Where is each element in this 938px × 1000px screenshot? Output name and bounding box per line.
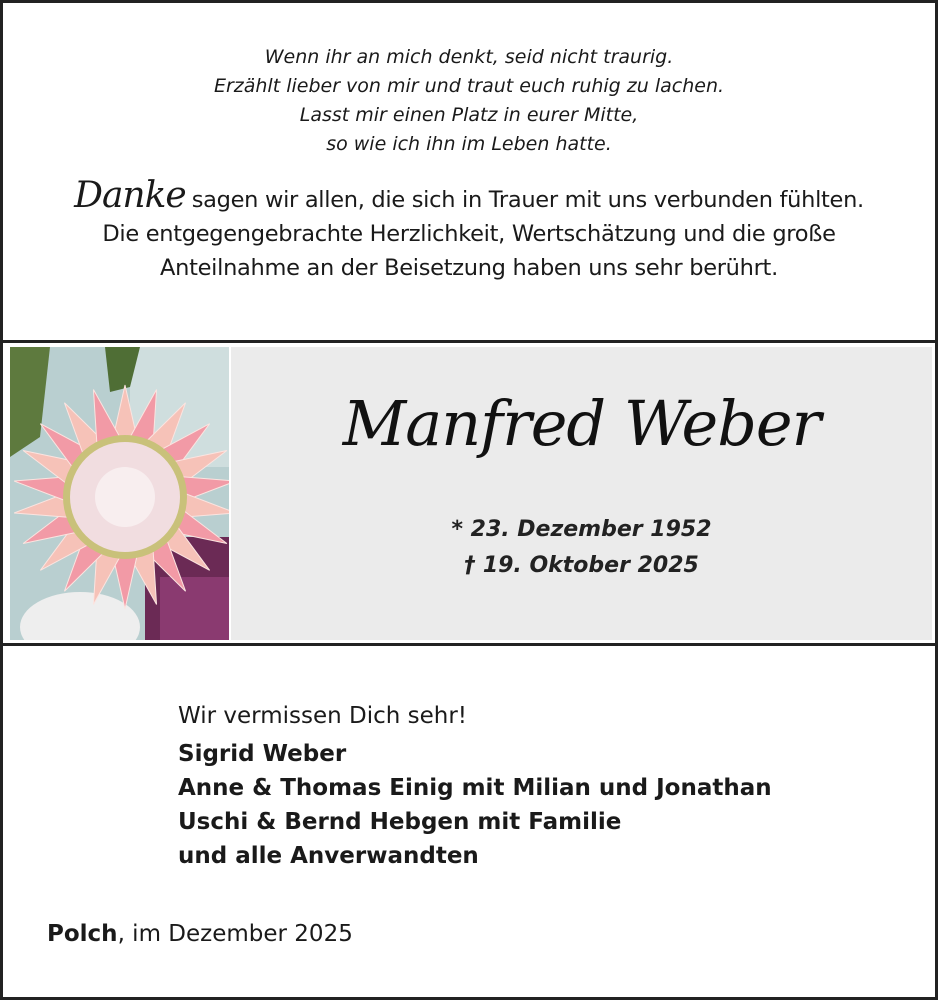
thanks-line: sagen wir allen, die sich in Trauer mit uns verbunden fühlten. <box>191 187 864 213</box>
mourner-name: Sigrid Weber <box>178 741 347 767</box>
divider <box>3 340 935 343</box>
death-date: † 19. Oktober 2025 <box>464 553 699 578</box>
poem-line: Wenn ihr an mich denkt, seid nicht traurig. <box>264 46 674 68</box>
danke-script: Danke <box>74 175 186 216</box>
name-panel <box>231 347 932 640</box>
deceased-name: Manfred Weber <box>342 387 821 460</box>
thanks-line: Anteilnahme an der Beisetzung haben uns sehr berührt. <box>160 255 778 281</box>
family-intro: Wir vermissen Dich sehr! <box>178 703 468 729</box>
place-date <box>47 921 353 947</box>
date-text: , im Dezember 2025 <box>117 921 353 947</box>
life-dates <box>231 512 932 584</box>
poem-line: Lasst mir einen Platz in eurer Mitte, <box>299 104 639 126</box>
divider <box>3 643 935 646</box>
flower-photo <box>10 347 229 640</box>
mourners <box>178 699 772 873</box>
birth-date: * 23. Dezember 1952 <box>451 517 712 542</box>
mourner-name: und alle Anverwandten <box>178 843 479 869</box>
poem-line: Erzählt lieber von mir und traut euch ruhig zu lachen. <box>213 75 725 97</box>
poem <box>3 43 935 159</box>
mourner-name: Anne & Thomas Einig mit Milian und Jonathan <box>178 775 772 801</box>
thanks-text <box>3 175 935 285</box>
poem-line: so wie ich ihn im Leben hatte. <box>326 133 612 155</box>
thanks-line: Die entgegengebrachte Herzlichkeit, Wertschätzung und die große <box>102 221 836 247</box>
mourner-name: Uschi & Bernd Hebgen mit Familie <box>178 809 622 835</box>
town: Polch <box>47 921 118 947</box>
